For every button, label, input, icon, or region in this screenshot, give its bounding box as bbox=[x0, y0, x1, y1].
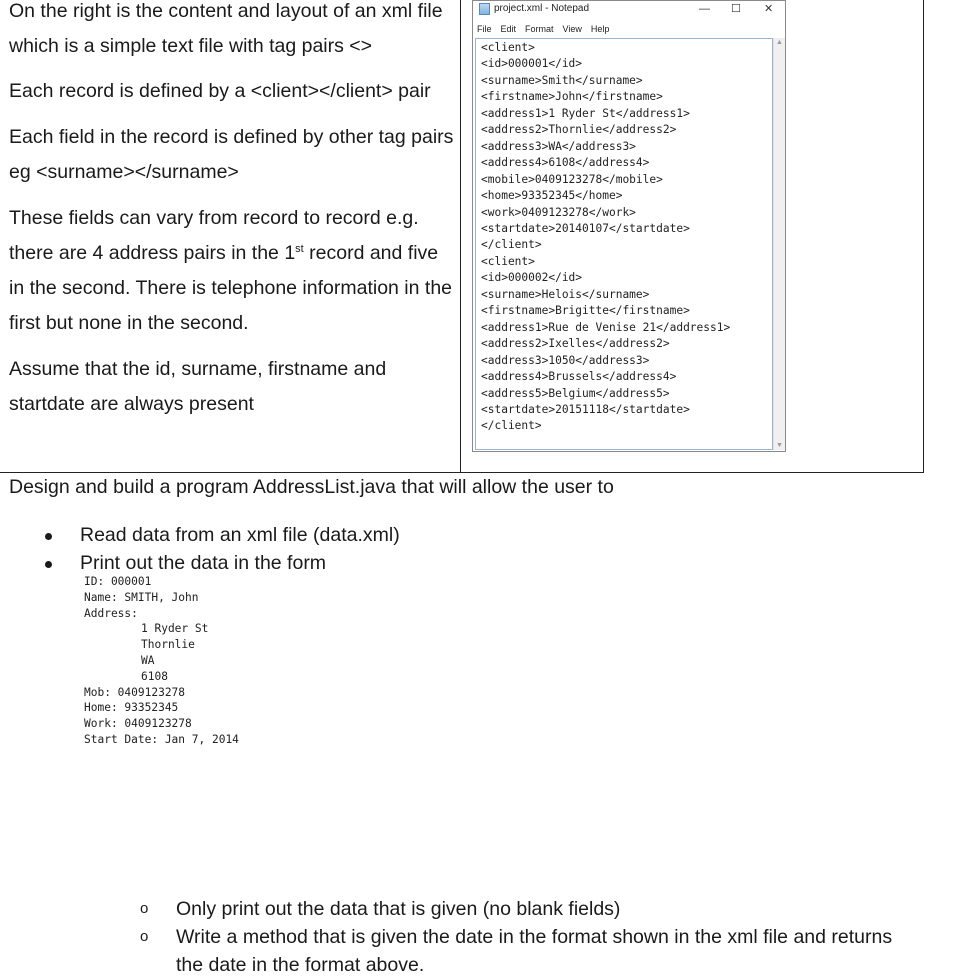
xml-line: <work>0409123278</work> bbox=[481, 205, 636, 219]
intro-paragraph-5: Assume that the id, surname, firstname and startdate are always present bbox=[9, 358, 387, 415]
xml-line: </client> bbox=[481, 419, 542, 433]
table-divider bbox=[460, 0, 461, 473]
sample-address-line: WA bbox=[141, 653, 155, 667]
minimize-icon[interactable]: — bbox=[699, 3, 710, 15]
bullet-icon bbox=[45, 561, 52, 568]
xml-line: <surname>Helois</surname> bbox=[481, 287, 650, 301]
menu-edit[interactable]: Edit bbox=[500, 24, 517, 34]
sample-output bbox=[84, 574, 239, 748]
sample-work: Work: 0409123278 bbox=[84, 717, 192, 731]
intro-paragraph-2: Each record is defined by a <client></client> pair bbox=[9, 80, 431, 102]
task-heading: Design and build a program AddressList.java that will allow the user to bbox=[9, 476, 614, 498]
sample-home: Home: 93352345 bbox=[84, 701, 179, 715]
close-icon[interactable]: ✕ bbox=[764, 3, 774, 15]
xml-line: <firstname>John</firstname> bbox=[481, 90, 663, 104]
intro-paragraph-3: Each field in the record is defined by other tag pairs eg <surname></surname> bbox=[9, 126, 454, 183]
intro-paragraph-4: These fields can vary from record to record e.g. there are 4 address pairs in the 1st record and five in the second. There is telephone information in the first but none in the second. bbox=[9, 207, 453, 334]
xml-line: <surname>Smith</surname> bbox=[481, 73, 643, 87]
xml-line: <id>000002</id> bbox=[481, 271, 583, 285]
sample-address-line: 1 Ryder St bbox=[141, 622, 209, 636]
sample-address-line: 6108 bbox=[141, 669, 168, 683]
sample-name: Name: SMITH, John bbox=[84, 590, 199, 604]
xml-line: <id>000001</id> bbox=[481, 57, 583, 71]
sample-start-date: Start Date: Jan 7, 2014 bbox=[84, 732, 239, 746]
intro-text bbox=[9, 0, 454, 422]
sample-mob: Mob: 0409123278 bbox=[84, 685, 186, 699]
ordinal-superscript: st bbox=[295, 243, 304, 255]
xml-line: <firstname>Brigitte</firstname> bbox=[481, 304, 690, 318]
menu-file[interactable]: File bbox=[477, 24, 492, 34]
xml-line: <address3>WA</address3> bbox=[481, 139, 636, 153]
scroll-down-icon[interactable]: ▼ bbox=[776, 442, 783, 449]
circle-bullet-icon: o bbox=[140, 900, 149, 917]
xml-line: <client> bbox=[481, 254, 535, 268]
sample-id: ID: 000001 bbox=[84, 575, 152, 588]
notepad-menu-bar bbox=[473, 21, 785, 37]
xml-line: <address3>1050</address3> bbox=[481, 353, 650, 367]
xml-line: <address5>Belgium</address5> bbox=[481, 386, 670, 400]
xml-line: <address2>Thornlie</address2> bbox=[481, 123, 677, 137]
notepad-app-icon bbox=[479, 3, 490, 15]
menu-view[interactable]: View bbox=[562, 24, 582, 34]
menu-help[interactable]: Help bbox=[590, 24, 610, 34]
xml-line: <startdate>20151118</startdate> bbox=[481, 402, 690, 416]
circle-bullet-icon: o bbox=[140, 928, 149, 945]
menu-format[interactable]: Format bbox=[525, 24, 554, 34]
xml-line: </client> bbox=[481, 238, 542, 252]
bullet-icon bbox=[45, 533, 52, 540]
vertical-scrollbar[interactable] bbox=[773, 38, 785, 450]
notepad-window bbox=[472, 0, 786, 452]
notepad-title: project.xml - Notepad bbox=[494, 3, 590, 14]
xml-line: <address2>Ixelles</address2> bbox=[481, 337, 670, 351]
notepad-text-area[interactable] bbox=[475, 38, 773, 450]
xml-line: <address4>6108</address4> bbox=[481, 156, 650, 170]
scroll-up-icon[interactable]: ▲ bbox=[776, 39, 783, 46]
xml-line: <address4>Brussels</address4> bbox=[481, 370, 677, 384]
xml-line: <home>93352345</home> bbox=[481, 189, 623, 203]
xml-line: <startdate>20140107</startdate> bbox=[481, 221, 690, 235]
xml-line: <address1>1 Ryder St</address1> bbox=[481, 106, 690, 120]
xml-line: <client> bbox=[481, 41, 535, 54]
xml-line: <mobile>0409123278</mobile> bbox=[481, 172, 663, 186]
sample-address-line: Thornlie bbox=[141, 638, 195, 652]
xml-line: <address1>Rue de Venise 21</address1> bbox=[481, 320, 731, 334]
sample-address-label: Address: bbox=[84, 606, 138, 620]
maximize-icon[interactable]: ☐ bbox=[731, 3, 741, 15]
xml-content bbox=[476, 39, 772, 435]
notepad-title-bar bbox=[473, 1, 785, 17]
intro-paragraph-1: On the right is the content and layout of an xml file which is a simple text file with tag pairs <> bbox=[9, 0, 443, 57]
